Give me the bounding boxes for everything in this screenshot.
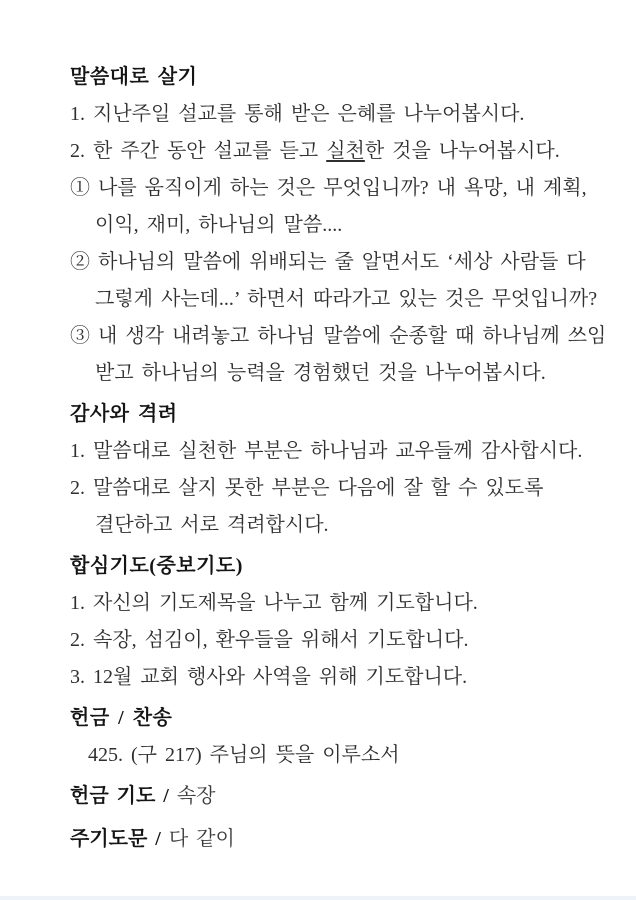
section-heading-offering-hymn: 헌금 / 찬송 <box>70 707 173 729</box>
list-item-pray-for-december-events: 3. 12월 교회 행사와 사역을 위해 기도합니다. <box>70 666 468 688</box>
lords-prayer-line <box>0 821 636 858</box>
section-heading-living-by-the-word: 말씀대로 살기 <box>70 66 198 88</box>
list-item-pray-for-leaders: 2. 속장, 섬김이, 환우들을 위해서 기도합니다. <box>70 629 469 651</box>
circled-item-1-line-1: ① 나를 움직이게 하는 것은 무엇입니까? 내 욕망, 내 계획, <box>70 177 587 199</box>
list-item-share-practice <box>0 133 636 170</box>
list-item-resolve-line-1: 2. 말씀대로 살지 못한 부분은 다음에 잘 할 수 있도록 <box>70 477 544 499</box>
section-heading-united-prayer: 합심기도(중보기도) <box>70 555 243 577</box>
circled-item-3-line-1: ③ 내 생각 내려놓고 하나님 말씀에 순종할 때 하나님께 쓰임 <box>70 325 607 347</box>
offering-prayer-label: 헌금 기도 / <box>70 785 169 807</box>
list-item-text: 2. 한 주간 동안 설교를 듣고 <box>70 140 327 162</box>
circled-item-3-line-2: 받고 하나님의 능력을 경험했던 것을 나누어봅시다. <box>95 362 546 384</box>
underlined-word-practice: 실천 <box>326 140 365 162</box>
section-heading-thanks-encouragement: 감사와 격려 <box>70 403 178 425</box>
page-bottom-edge <box>0 896 636 900</box>
list-item-share-grace: 1. 지난주일 설교를 통해 받은 은혜를 나누어봅시다. <box>70 103 525 125</box>
lords-prayer-label: 주기도문 / <box>70 828 161 850</box>
circled-item-2-line-2: 그렇게 사는데...’ 하면서 따라가고 있는 것은 무엇입니까? <box>95 288 598 310</box>
offering-prayer-line <box>0 778 636 815</box>
list-item-give-thanks: 1. 말씀대로 실천한 부분은 하나님과 교우들께 감사합시다. <box>70 440 583 462</box>
lords-prayer-value: 다 같이 <box>160 828 235 850</box>
list-item-share-prayer-topics: 1. 자신의 기도제목을 나누고 함께 기도합니다. <box>70 592 478 614</box>
hymn-number-title: 425. (구 217) 주님의 뜻을 이루소서 <box>88 744 400 766</box>
offering-prayer-value: 속장 <box>168 785 216 807</box>
list-item-resolve-line-2: 결단하고 서로 격려합시다. <box>95 514 329 536</box>
circled-item-2-line-1: ② 하나님의 말씀에 위배되는 줄 알면서도 ‘세상 사람들 다 <box>70 251 586 273</box>
list-item-text: 한 것을 나누어봅시다. <box>364 140 560 162</box>
circled-item-1-line-2: 이익, 재미, 하나님의 말씀.... <box>95 214 343 236</box>
